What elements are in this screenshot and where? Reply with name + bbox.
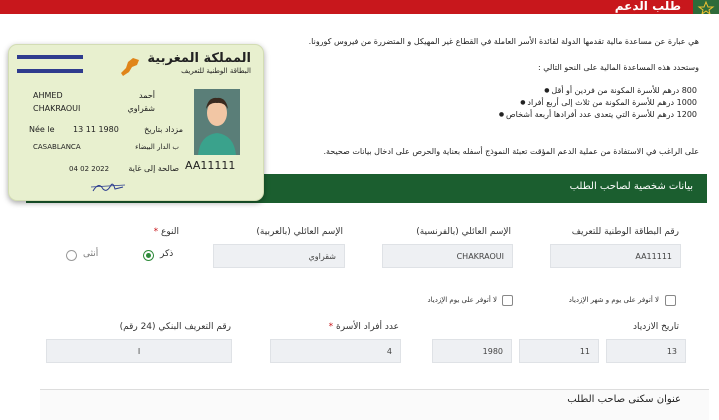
intro-text-1: هي عبارة عن مساعدة مالية تقدمها الدولة لفائدة الأسر العاملة في القطاع غير المهيكل و المتضررة من فيروس كورونا. [308, 37, 699, 46]
card-first-name-ar: أحمد [139, 91, 155, 100]
birthdate-label: تاريخ الازدياد [632, 322, 679, 332]
cin-label: رقم البطاقة الوطنية للتعريف [571, 227, 679, 237]
rib-input[interactable]: I [46, 339, 232, 363]
gender-female-label: أنثى [83, 249, 99, 259]
family-count-input[interactable]: 4 [270, 339, 401, 363]
cin-input[interactable]: AA11111 [550, 244, 681, 268]
card-birth-date: 13 11 1980 [73, 125, 119, 134]
gender-male-label: ذكر [160, 249, 174, 259]
card-cin: AA11111 [185, 159, 236, 172]
card-expiry-label: صالحة إلى غاية [128, 164, 179, 173]
gender-male-radio[interactable] [143, 250, 154, 261]
birth-year-input[interactable]: 1980 [432, 339, 512, 363]
portrait-photo [194, 89, 240, 155]
card-type: البطاقة الوطنية للتعريف [181, 67, 251, 75]
gender-label: النوع * [153, 227, 179, 237]
no-day-month-label: لا أتوفر على يوم و شهر الإزدياد [568, 296, 659, 304]
birth-month-input[interactable]: 11 [519, 339, 599, 363]
card-last-name: CHAKRAOUI [33, 104, 81, 113]
address-section-header [40, 389, 709, 420]
card-expiry-date: 04 02 2022 [69, 165, 110, 173]
no-day-label: لا أتوفر على يوم الإزدياد [427, 296, 497, 304]
birth-day-input[interactable]: 13 [606, 339, 686, 363]
amount-list [497, 86, 697, 122]
intro-text-2: وستحدد هذه المساعدة المالية على النحو التالي : [538, 63, 699, 72]
flag-stripe [17, 69, 83, 73]
flag-stripe [17, 55, 83, 59]
lastname-fr-input[interactable]: CHAKRAOUI [382, 244, 513, 268]
lastname-ar-label: الإسم العائلي (بالعربية) [256, 227, 343, 237]
card-country: المملكة المغربية [147, 51, 251, 66]
list-item: 1000 درهم للأسرة المكونة من ثلاث إلى أربع أفراد ● [497, 98, 697, 107]
page-title: طلب الدعم [614, 0, 681, 13]
card-born-label-ar: مزداد بتاريخ [144, 125, 183, 134]
gender-female-radio[interactable] [66, 250, 77, 261]
card-born-label: Née le [29, 125, 55, 134]
lastname-ar-input[interactable]: شقراوي [213, 244, 345, 268]
id-card [8, 44, 264, 201]
no-day-checkbox[interactable] [502, 295, 513, 306]
top-header-bar [0, 0, 719, 14]
rib-label: رقم التعريف البنكي (24 رقم) [119, 322, 231, 332]
no-day-month-checkbox[interactable] [665, 295, 676, 306]
section-title: بيانات شخصية لصاحب الطلب [569, 181, 693, 192]
card-city-ar: ب الدار البيضاء [135, 143, 179, 151]
list-item: 800 درهم للأسرة المكونة من فردين أو أقل ● [497, 86, 697, 95]
family-count-label: عدد أفراد الأسرة * [328, 322, 399, 332]
morocco-map-icon [119, 57, 141, 77]
emblem-icon [693, 0, 719, 14]
list-item: 1200 درهم للأسرة التي يتعدى عدد أفرادها أربعة أشخاص ● [497, 110, 697, 119]
card-first-name: AHMED [33, 91, 63, 100]
card-city: CASABLANCA [33, 143, 81, 151]
signature-image [89, 179, 129, 195]
lastname-fr-label: الإسم العائلي (بالفرنسية) [416, 227, 511, 237]
address-section-title: عنوان سكنى صاحب الطلب [567, 394, 681, 405]
intro-text-3: على الراغب في الاستفادة من عملية الدعم المؤقت تعبئة النموذج أسفله بعناية والحرص على ادخال بيانات صحيحة. [323, 147, 699, 156]
card-last-name-ar: شقراوي [127, 104, 155, 113]
